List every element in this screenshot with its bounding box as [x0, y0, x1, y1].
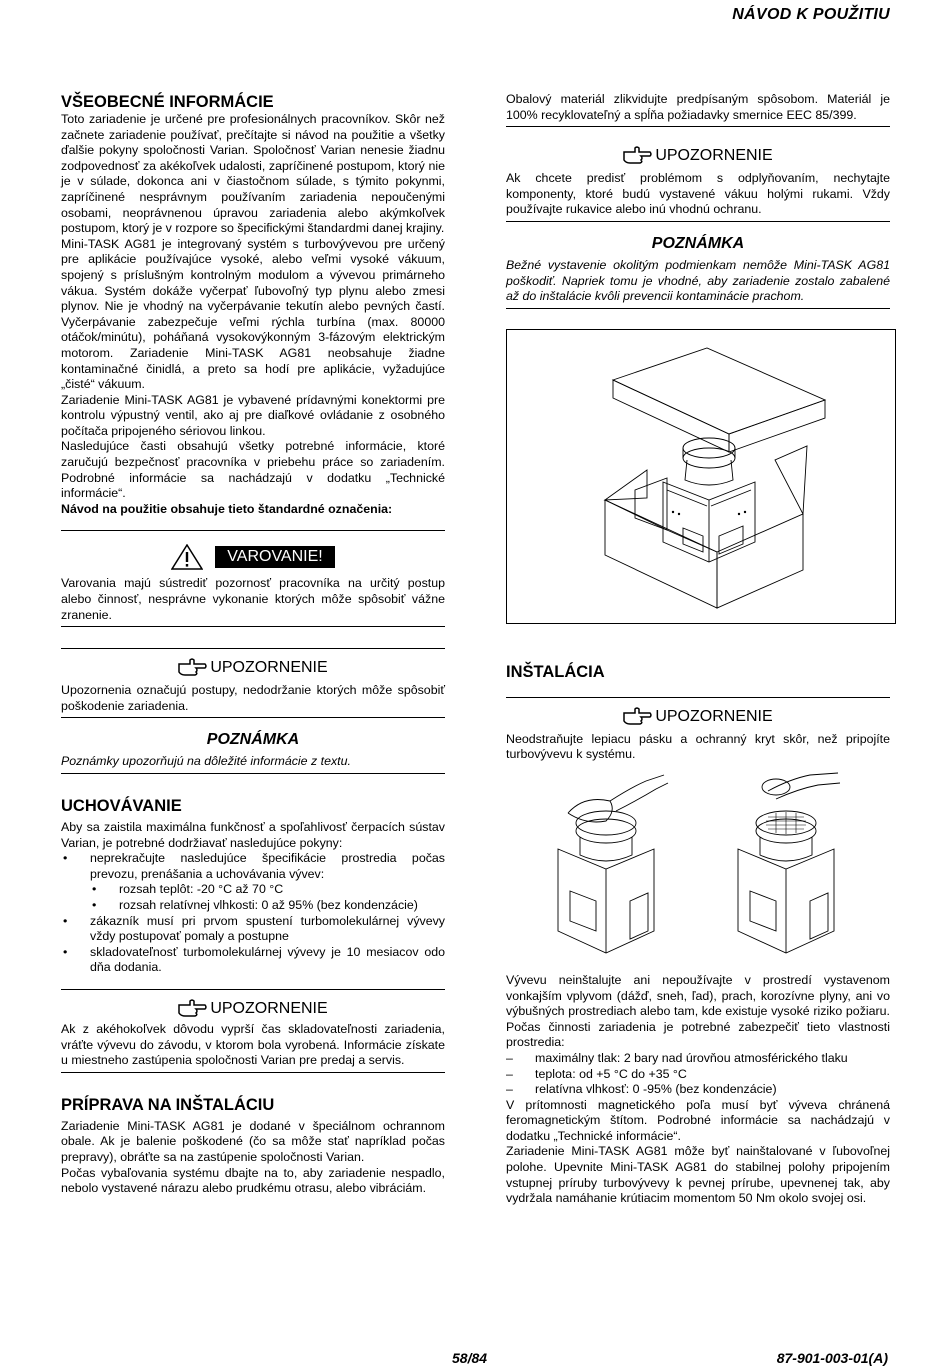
document-code: 87-901-003-01(A) — [776, 1350, 888, 1366]
prep-p1: Zariadenie Mini-TASK AG81 je dodané v špeciálnom ochrannom obale. Ak je balenie poškodené (čo sa môže stať napríklad počas prepravy), obráťte sa na zastúpenie spoločnosti Varian. — [61, 1118, 445, 1164]
right-column — [506, 92, 890, 1207]
storage-p1: Aby sa zaistila maximálna funkčnosť a spoľahlivosť čerpacích sústav Varian, je potrebné dodržiavať nasledujúce pokyny: — [61, 820, 445, 850]
caution3-text: Ak chcete predisť problémom s odplyňovaním, nechytajte komponenty, ktoré budú vystavené vákuu holými rukami. Vždy používajte rukavice alebo inú vhodnú ochranu. — [506, 171, 890, 217]
note2-label: POZNÁMKA — [651, 234, 745, 252]
note1-label: POZNÁMKA — [206, 731, 300, 749]
caution3-header — [506, 145, 890, 167]
caution2-text: Ak z akéhokoľvek dôvodu vyprší čas skladovateľnosti zariadenia, vráťte vývevu do závodu, v ktorom bola vyrobená. Informácie získate u miestneho zastúpenia spoločnosti Varian pre predaj a servis. — [61, 1021, 445, 1068]
pointing-hand-icon — [623, 707, 653, 725]
packaged-pump-figure — [506, 329, 896, 624]
general-info-p5: Návod na použitie obsahuje tieto štandardné označenia: — [61, 501, 393, 516]
cover-removal-figure — [506, 771, 890, 963]
prep-p2: Počas vybaľovania systému dbajte na to, aby zariadenie nespadlo, nebolo vystavené nárazu alebo prudkému otrasu, alebo vibráciám. — [61, 1165, 445, 1196]
environment-list — [506, 1051, 890, 1098]
prep-heading: PRÍPRAVA NA INŠTALÁCIU — [61, 1095, 275, 1114]
caution2-header — [61, 998, 445, 1020]
list-item: • neprekračujte nasledujúce špecifikácie prostredia počas prevozu, prenášania a uchovávania vývev: • rozsah teplôt: -20 °C až 70 °C • rozsah relatívnej vlhkosti: 0 až 95% (bez kondenzácie) — [61, 851, 445, 913]
environment-p1: Vývevu neinštalujte ani nepoužívajte v prostredí vystavenom vonkajším vplyvom (dážď, sneh, ľad), prach, korozívne plyny, ani vo výbušných prostrediach alebo tam, kde existuje vysoké riziko požiaru. Počas činnosti zariadenia je potrebné zabezpečiť tieto vlastnosti prostredia: — [506, 972, 890, 1050]
caution4-label: UPOZORNENIE — [655, 707, 773, 725]
list-item: • skladovateľnosť turbomolekulárnej vývevy je 10 mesiacov odo dňa dodania. — [61, 945, 445, 976]
warning-triangle-icon — [171, 544, 203, 570]
header-title: NÁVOD K POUŽITIU — [732, 6, 890, 23]
environment-p2: V prítomnosti magnetického poľa musí byť výveva chránená feromagnetickým štítom. Podrobné informácie sa nachádzajú v dodatku „Technické informácie“. — [506, 1097, 890, 1143]
warning-header — [61, 544, 445, 570]
pointing-hand-icon — [623, 146, 653, 164]
warning-label: VAROVANIE! — [215, 546, 334, 568]
general-info-p3: Zariadenie Mini-TASK AG81 je vybavené prídavnými konektormi pre kontrolu výpustný ventil, ako aj pre diaľkové ovládanie z osobného počítača pripojeného sériovou linkou. — [61, 392, 445, 438]
boxed-pump-illustration — [507, 330, 895, 623]
page-number: 58/84 — [452, 1350, 488, 1366]
general-info-p2: Mini-TASK AG81 je integrovaný systém s turbovývevou pre určený pre aplikácie používajúce vysoké, alebo veľmi vysoké vákuum, spojený s príslušným kontrolným modulom a vývevou primárneho vákua. Systém dokáže vyčerpať ľubovoľný typ plynu alebo zmesi plynov. Nie je vhodný na vyčerpávanie tekutín alebo pevných častí. Vyčerpávanie zabezpečuje veľmi rýchla turbína (max. 80000 otáčok/minútu), poháňaná vysokovýkonným 3-fázovým elektrickým motorom. Zariadenie Mini-TASK AG81 neobsahuje žiadne kontaminačné činidlá, a preto sa hodí pre aplikácie, vyžadujúce „čisté“ vákuum. — [61, 236, 445, 392]
general-info-p4: Nasledujúce časti obsahujú všetky potrebné informácie, ktoré zaručujú bezpečnosť pracovníka v priebehu práce so zariadením. Podrobné informácie sa nachádzajú v dodatku „Technické informácie“. — [61, 439, 445, 501]
caution1-text: Upozornenia označujú postupy, nedodržanie ktorých môže spôsobiť poškodenie zariadenia. — [61, 683, 445, 713]
environment-p3: Zariadenie Mini-TASK AG81 môže byť nainštalované v ľubovoľnej polohe. Upevnite Mini-TASK AG81 do stabilnej polohy pripojením vstupnej príruby turbovývevy k pevnej prírube, upevnenej tak, aby vydržala namáhanie krútiacim momentom 50 Nm okolo svojej osi. — [506, 1144, 890, 1206]
packaging-text: Obalový materiál zlikvidujte predpísaným spôsobom. Materiál je 100% recyklovateľný a spĺňa požiadavky smernice EEC 85/399. — [506, 92, 890, 122]
caution3-label: UPOZORNENIE — [655, 147, 773, 165]
note1-text: Poznámky upozorňujú na dôležité informácie z textu. — [61, 754, 351, 769]
general-info-p1: Toto zariadenie je určené pre profesionálnych pracovníkov. Skôr než začnete zariadenie používať, prečítajte si návod na použitie a všetky ďalšie pokyny spoločnosti Varian. Spoločnosť Varian nenesie žiadnu zodpovednosť za akékoľvek udalosti, zapríčinené postupom, ktorý nie je v súlade, dokonca ani v čiastočnom súlade, s týmito pokynmi, zapríčinené nesprávnym používaním zariadenia nepoučenými osobami, neoprávnenou úpravou zariadenia alebo akýmkoľvek postupom, ktorý je v rozpore so špecifickými štandardmi danej krajiny. — [61, 112, 445, 236]
caution2-label: UPOZORNENIE — [210, 999, 328, 1017]
installation-heading: INŠTALÁCIA — [506, 662, 605, 681]
storage-heading: UCHOVÁVANIE — [61, 797, 182, 815]
list-item: – teplota: od +5 °C do +35 °C — [506, 1067, 890, 1083]
list-item: • rozsah teplôt: -20 °C až 70 °C — [90, 882, 445, 898]
caution4-text: Neodstraňujte lepiacu pásku a ochranný kryt skôr, než pripojíte turbovývevu k systému. — [506, 731, 890, 762]
caution1-label: UPOZORNENIE — [210, 659, 328, 677]
cover-removal-illustration — [506, 771, 890, 963]
pointing-hand-icon — [178, 999, 208, 1017]
warning-text: Varovania majú sústrediť pozornosť pracovníka na určitý postup alebo činnosť, nesprávne vykonanie ktorých môže spôsobiť vážne zranenie. — [61, 576, 445, 622]
list-item: – maximálny tlak: 2 bary nad úrovňou atmosférického tlaku — [506, 1051, 890, 1067]
left-column — [61, 92, 445, 1197]
list-item: • zákazník musí pri prvom spustení turbomolekulárnej vývevy vždy postupovať pomaly a postupne — [61, 914, 445, 945]
note2-text: Bežné vystavenie okolitým podmienkam nemôže Mini-TASK AG81 poškodiť. Napriek tomu je vhodné, aby zariadenie zostalo zabalené až do inštalácie kvôli prevencii kontaminácie prachom. — [506, 257, 890, 304]
storage-list — [61, 851, 445, 976]
list-item: – relatívna vlhkosť: 0 -95% (bez kondenzácie) — [506, 1082, 890, 1098]
pointing-hand-icon — [178, 658, 208, 676]
caution1-header — [61, 657, 445, 679]
general-info-heading: VŠEOBECNÉ INFORMÁCIE — [61, 93, 274, 111]
caution4-header — [506, 706, 890, 728]
list-item: • rozsah relatívnej vlhkosti: 0 až 95% (bez kondenzácie) — [90, 898, 445, 914]
